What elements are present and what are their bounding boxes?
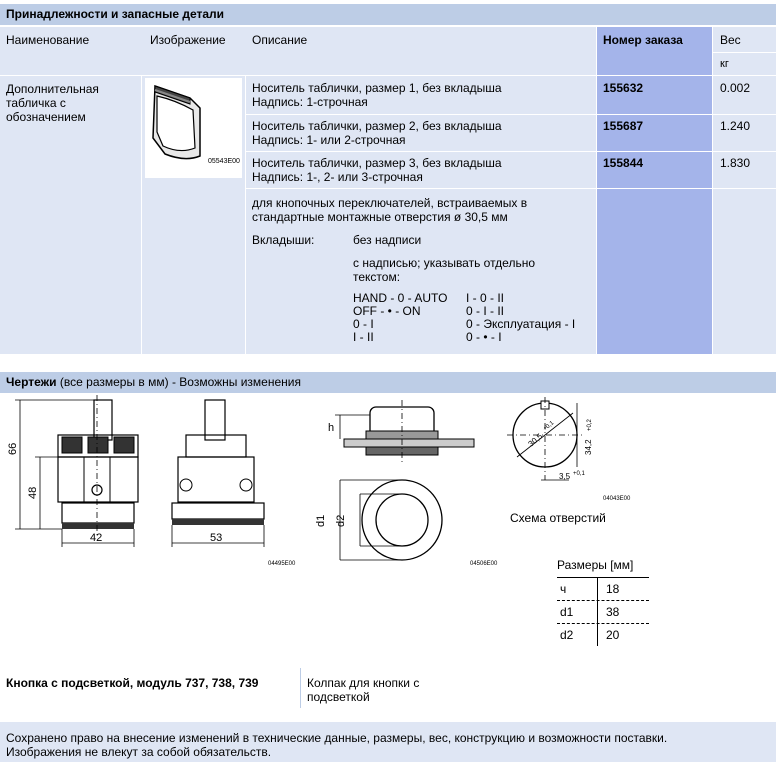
size-label-h: ч <box>560 582 567 596</box>
weight-header-divider <box>713 52 776 53</box>
row-separator <box>246 114 776 115</box>
row-3-order: 155844 <box>603 156 644 170</box>
weight-column-bg <box>713 76 776 354</box>
footer-disclaimer: Сохранено право на внесение изменений в технические данные, размеры, вес, конструкцию и возможности поставки. Изображения не влекут за собой обязательств. <box>6 731 668 759</box>
header-order-number: Номер заказа <box>603 33 683 47</box>
insert-with-text: с надписью; указывать отдельно текстом: <box>353 256 536 284</box>
row-separator <box>246 188 776 189</box>
inserts-right-list: I - 0 - II 0 - I - II 0 - Эксплуатация - I 0 - • - I <box>466 291 576 344</box>
size-value-d2: 20 <box>606 628 620 642</box>
size-label-d2: d2 <box>560 628 574 642</box>
dim-key-width-tol: +0,1 <box>573 471 585 477</box>
row-3-weight: 1.830 <box>720 156 751 170</box>
module-drawing <box>0 395 300 575</box>
sizes-col-rule <box>597 577 598 646</box>
label-holder-image <box>145 78 242 178</box>
caption-cap: Колпак для кнопки с подсветкой <box>307 676 420 704</box>
dim-h: h <box>328 422 335 434</box>
header-weight: Вес <box>720 33 741 47</box>
inserts-label: Вкладыши: <box>252 233 315 247</box>
drawing2-code: 04506E00 <box>470 561 498 567</box>
row-1-weight: 0.002 <box>720 81 751 95</box>
inserts-left-list: HAND - 0 - AUTO OFF - • - ON 0 - I I - II <box>353 291 448 344</box>
header-description: Описание <box>252 33 308 47</box>
size-value-d1: 38 <box>606 605 620 619</box>
row-separator <box>246 151 776 152</box>
dim-hole-width-tol: +0,2 <box>587 419 593 431</box>
row-2-order: 155687 <box>603 119 644 133</box>
drawings-title-bold: Чертежи <box>6 375 57 389</box>
row-2-weight: 1.240 <box>720 119 751 133</box>
dim-d1: d1 <box>315 514 327 527</box>
cap-drawing-svg <box>300 395 505 575</box>
header-weight-unit: кг <box>720 58 729 70</box>
dim-hole-width: 34,2 <box>584 439 593 455</box>
dim-42: 42 <box>90 532 103 544</box>
drawing1-code: 04495E00 <box>268 561 296 567</box>
section-drawings-title <box>0 372 776 393</box>
dim-66: 66 <box>7 442 19 455</box>
dim-hole-diameter: 30,5 <box>526 431 545 449</box>
section-accessories-title: Принадлежности и запасные детали <box>0 4 776 25</box>
order-column-bg <box>597 76 712 354</box>
mounting-note: для кнопочных переключателей, встраиваемых в стандартные монтажные отверстия ø 30,5 мм <box>252 196 528 224</box>
module-drawing-svg <box>0 395 300 575</box>
header-name: Наименование <box>6 33 90 47</box>
product-name: Дополнительная табличка с обозначением <box>6 82 99 124</box>
row-3-description: Носитель таблички, размер 3, без вкладыша Надпись: 1-, 2- или 3-строчная <box>252 156 502 184</box>
sizes-rule <box>557 600 649 601</box>
dim-key-width: 3,5 <box>559 472 571 481</box>
sizes-rule <box>557 577 649 578</box>
caption-divider <box>300 668 301 708</box>
row-1-order: 155632 <box>603 81 644 95</box>
header-image: Изображение <box>150 33 226 47</box>
dim-48: 48 <box>27 486 39 499</box>
hole-scheme-caption: Схема отверстий <box>510 511 606 525</box>
row-1-description: Носитель таблички, размер 1, без вкладыша Надпись: 1-строчная <box>252 81 502 109</box>
sizes-rule <box>557 623 649 624</box>
dim-hole-diameter-tol: +0,1 <box>542 420 556 433</box>
sizes-title: Размеры [мм] <box>557 558 634 572</box>
image-code: 05543E00 <box>208 158 240 165</box>
dim-d2: d2 <box>335 514 347 527</box>
dim-53: 53 <box>210 532 223 544</box>
drawings-title-rest: (все размеры в мм) - Возможны изменения <box>56 375 301 389</box>
drawing3-code: 04043E00 <box>603 496 631 502</box>
row-2-description: Носитель таблички, размер 2, без вкладыша Надпись: 1- или 2-строчная <box>252 119 502 147</box>
caption-module: Кнопка с подсветкой, модуль 737, 738, 739 <box>6 676 259 690</box>
insert-plain: без надписи <box>353 233 422 247</box>
hole-scheme-drawing <box>505 395 655 505</box>
size-value-h: 18 <box>606 582 620 596</box>
size-label-d1: d1 <box>560 605 574 619</box>
hole-scheme-svg <box>505 395 655 505</box>
cap-drawing <box>300 395 505 575</box>
